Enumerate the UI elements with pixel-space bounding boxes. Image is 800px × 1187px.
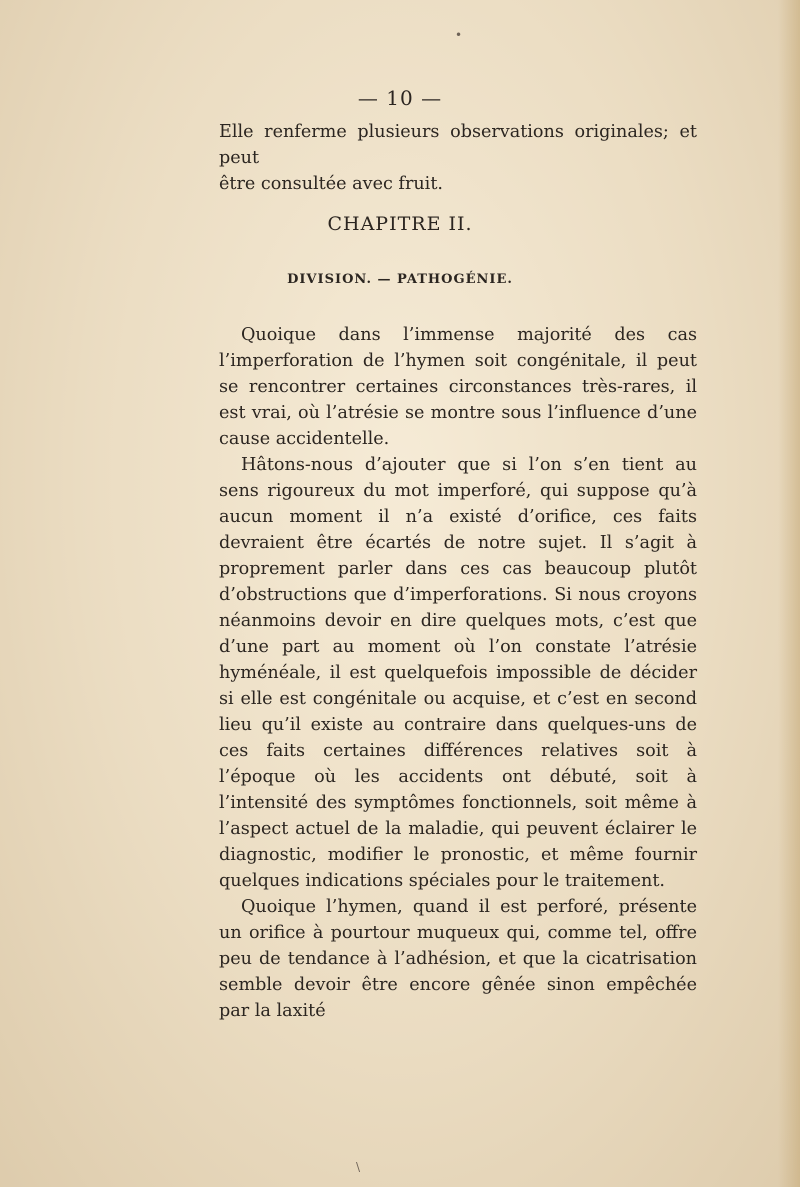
body-text <box>219 322 697 1024</box>
ink-speck: • <box>455 28 463 42</box>
paragraph-3: Quoique l’hymen, quand il est perforé, présente un orifice à pourtour muqueux qui, comme tel, offre peu de tendance à l’adhésion, et que la cicatrisation semble devoir être encore gênée sinon empêchée par la laxité <box>219 897 697 1021</box>
page-number: — 10 — <box>357 86 443 110</box>
paragraph-1: Quoique dans l’immense majorité des cas l’imperforation de l’hymen soit congénitale, il peut se rencontrer certaines circonstances très-rares, il est vrai, où l’atrésie se montre sous l’influence d’une cause accidentelle. <box>219 325 697 449</box>
ink-speck: \ <box>356 1160 361 1174</box>
intro-line-2: être consultée avec fruit. <box>219 174 443 194</box>
chapter-title: CHAPITRE II. <box>327 213 473 235</box>
intro-line-1: Elle renferme plusieurs observations originales; et peut <box>219 122 697 168</box>
intro-text <box>219 119 697 197</box>
paragraph-2: Hâtons-nous d’ajouter que si l’on s’en tient au sens rigoureux du mot imperforé, qui suppose qu’à aucun moment il n’a existé d’orifice, ces faits devraient être écartés de notre sujet. Il s’agit à proprement parler dans ces cas beaucoup plutôt d’obstructions que d’imperforations. Si nous croyons néanmoins devoir en dire quelques mots, c’est que d’une part au moment où l’on constate l’atrésie hyménéale, il est quelquefois impossible de décider si elle est congénitale ou acquise, et c’est en second lieu qu’il existe au contraire dans quelques-uns de ces faits certaines différences relatives soit à l’époque où les accidents ont débuté, soit à l’intensité des symptômes fonctionnels, soit même à l’aspect actuel de la maladie, qui peuvent éclairer le diagnostic, modifier le pronostic, et même fournir quelques indications spéciales pour le traitement. <box>219 455 697 891</box>
page-edge-shadow <box>778 0 800 1187</box>
chapter-subtitle: DIVISION. — PATHOGÉNIE. <box>287 272 513 287</box>
